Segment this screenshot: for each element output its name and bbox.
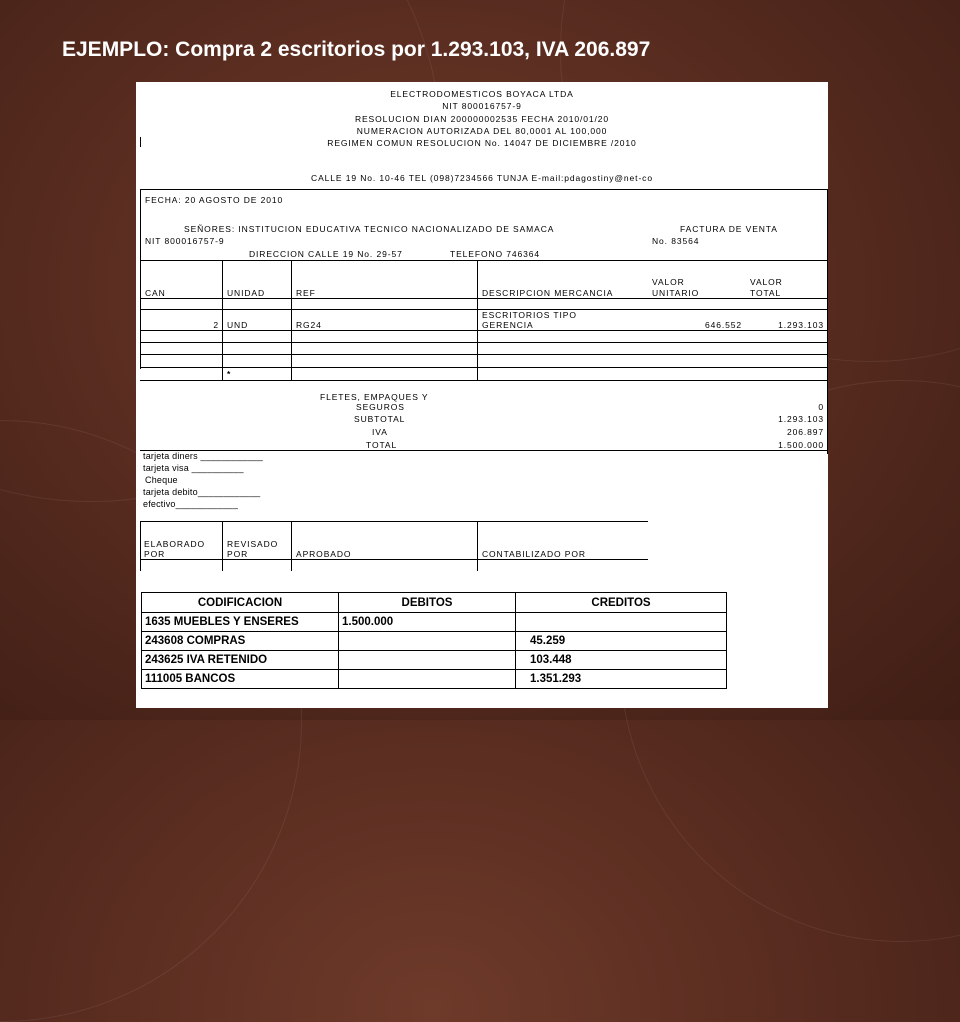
item-ref: RG24 xyxy=(296,320,322,330)
signature-elaborado: POR xyxy=(144,549,166,559)
resolucion-dian: RESOLUCION DIAN 200000002535 FECHA 2010/01/20 xyxy=(354,114,610,124)
column-header-valor-total: TOTAL xyxy=(750,288,782,298)
slide-title: EJEMPLO: Compra 2 escritorios por 1.293.103, IVA 206.897 xyxy=(62,38,651,61)
invoice-date: FECHA: 20 AGOSTO DE 2010 xyxy=(145,195,284,205)
company-address: CALLE 19 No. 10-46 TEL (098)7234566 TUNJA E-mail:pdagostiny@net-co xyxy=(311,173,653,183)
signature-contabilizado: CONTABILIZADO POR xyxy=(482,549,586,559)
divider xyxy=(140,189,828,190)
table-row xyxy=(142,632,727,651)
fletes-value: 0 xyxy=(818,402,824,412)
iva-value: 206.897 xyxy=(786,427,824,437)
column-header-valor-unitario: VALOR xyxy=(652,277,685,287)
debit-cell: 1.500.000 xyxy=(339,613,516,632)
divider xyxy=(140,342,828,343)
item-total: 1.293.103 xyxy=(778,320,824,330)
total-value: 1.500.000 xyxy=(778,440,824,450)
debit-cell xyxy=(339,670,516,689)
fletes-label: FLETES, EMPAQUES Y xyxy=(320,392,429,402)
total-label: TOTAL xyxy=(366,440,398,450)
divider xyxy=(477,521,478,571)
client-address: DIRECCION CALLE 19 No. 29-57 xyxy=(249,249,403,259)
account-cell: 243625 IVA RETENIDO xyxy=(142,651,339,670)
column-header-descripcion: DESCRIPCION MERCANCIA xyxy=(482,288,614,298)
item-description: GERENCIA xyxy=(482,320,534,330)
column-header-valor-unitario: UNITARIO xyxy=(652,288,700,298)
divider xyxy=(477,260,478,380)
client-name: SEÑORES: INSTITUCION EDUCATIVA TECNICO NACIONALIZADO DE SAMACA xyxy=(184,224,555,234)
factura-number: No. 83564 xyxy=(652,236,700,246)
column-header-valor-total: VALOR xyxy=(750,277,783,287)
account-cell: 111005 BANCOS xyxy=(142,670,339,689)
payment-debito: tarjeta debito____________ xyxy=(143,487,261,497)
signature-revisado: POR xyxy=(227,549,249,559)
column-header-debitos: DEBITOS xyxy=(339,593,516,613)
signature-revisado: REVISADO xyxy=(227,539,279,549)
signature-aprobado: APROBADO xyxy=(296,549,352,559)
invoice-document xyxy=(136,82,828,708)
company-nit: NIT 800016757-9 xyxy=(442,101,522,111)
item-quantity: 2 xyxy=(213,320,219,330)
account-cell: 1635 MUEBLES Y ENSERES xyxy=(142,613,339,632)
account-cell: 243608 COMPRAS xyxy=(142,632,339,651)
item-unit-price: 646.552 xyxy=(704,320,742,330)
payment-cheque: Cheque xyxy=(145,475,178,485)
divider xyxy=(827,189,828,454)
credit-cell xyxy=(516,613,727,632)
divider xyxy=(140,260,828,261)
payment-efectivo: efectivo____________ xyxy=(143,499,239,509)
star-mark: * xyxy=(227,369,232,379)
debit-cell xyxy=(339,651,516,670)
iva-label: IVA xyxy=(372,427,388,437)
table-row xyxy=(142,651,727,670)
divider xyxy=(222,521,223,571)
divider xyxy=(140,559,648,560)
column-header-creditos: CREDITOS xyxy=(516,593,727,613)
subtotal-value: 1.293.103 xyxy=(778,414,824,424)
regimen-comun: REGIMEN COMUN RESOLUCION No. 14047 DE DICIEMBRE /2010 xyxy=(327,138,637,148)
table-row xyxy=(142,670,727,689)
margin-mark xyxy=(140,137,141,147)
credit-cell: 1.351.293 xyxy=(516,670,727,689)
divider xyxy=(140,354,828,355)
divider xyxy=(291,521,292,571)
divider xyxy=(291,260,292,380)
item-description: ESCRITORIOS TIPO xyxy=(482,310,577,320)
table-header-row xyxy=(142,593,727,613)
divider xyxy=(140,521,141,571)
column-header-can: CAN xyxy=(145,288,166,298)
numeracion-autorizada: NUMERACION AUTORIZADA DEL 80,0001 AL 100,000 xyxy=(356,126,608,136)
divider xyxy=(222,260,223,380)
debit-cell xyxy=(339,632,516,651)
column-header-unidad: UNIDAD xyxy=(227,288,265,298)
payment-visa: tarjeta visa __________ xyxy=(143,463,244,473)
payment-diners: tarjeta diners ____________ xyxy=(143,451,263,461)
divider xyxy=(140,367,828,368)
factura-label: FACTURA DE VENTA xyxy=(680,224,778,234)
codificacion-table xyxy=(141,592,727,689)
fletes-label: SEGUROS xyxy=(356,402,405,412)
signature-elaborado: ELABORADO xyxy=(144,539,206,549)
column-header-codificacion: CODIFICACION xyxy=(142,593,339,613)
column-header-ref: REF xyxy=(296,288,316,298)
divider xyxy=(140,298,828,299)
item-unit: UND xyxy=(227,320,249,330)
divider xyxy=(140,380,828,381)
credit-cell: 103.448 xyxy=(516,651,727,670)
table-row xyxy=(142,613,727,632)
credit-cell: 45.259 xyxy=(516,632,727,651)
divider xyxy=(140,330,828,331)
company-name: ELECTRODOMESTICOS BOYACA LTDA xyxy=(390,89,574,99)
client-phone: TELEFONO 746364 xyxy=(450,249,541,259)
divider xyxy=(140,521,648,522)
client-nit: NIT 800016757-9 xyxy=(145,236,225,246)
subtotal-label: SUBTOTAL xyxy=(354,414,406,424)
